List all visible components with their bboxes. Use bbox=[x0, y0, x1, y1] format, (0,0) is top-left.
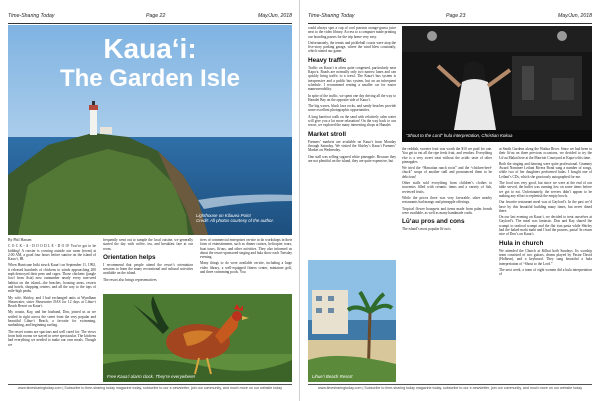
issue-date: May/Jun, 2018 bbox=[557, 13, 592, 19]
paragraph: When Hurricane Iniki struck Kaua‘i on September 11, 1992, it released hundreds of chickens to winds approaching 200 mph destroyed their pens and cages. Those chickens (jungle fowl from Asia) now outnumber nearly every non-seed habitat on the island—the beaches, housing areas, resorts and hotels, shopping centers, and all the way to the tops of mile-high peaks. bbox=[8, 263, 96, 294]
page-footer: www.timesharingtoday.com | Subscribe to time-sharing today magazine today, subscribe to our e-newsletter, join our community, and much more on our website today bbox=[18, 386, 282, 390]
article-column-2 bbox=[103, 238, 193, 292]
paragraph: The food was very good, but since we were at the end of our table served, the buffet was running low on some items before we got to eat. Unfortunately, the servers didn’t appear to be making any effort to replenish the empty bowls. bbox=[499, 181, 592, 198]
paragraph: While the prices there was very favorable, other nearby restaurants had mango and pineapple offerings. bbox=[402, 195, 492, 205]
paragraph: I recommend that people attend the resort’s orientation sessions to learn the many recreational and cultural activities available on the island. bbox=[103, 262, 193, 276]
article-column-1 bbox=[308, 26, 396, 258]
photo-caption bbox=[196, 213, 274, 223]
footer-rule bbox=[8, 384, 292, 385]
paragraph: Unfortunately, the tennis and pickleball courts were atop the five-story parking garage, where the wind blew constantly, which ruined our game. bbox=[308, 40, 396, 54]
paragraph: My wife, Shirley, and I had exchanged units at Wyndham Shearwater, sister Shearwater DAS for 12 days at Lihue‘i Beach Resort on Kaua‘i. bbox=[8, 295, 96, 309]
rooster-icon bbox=[103, 294, 292, 382]
article-subtitle: The Garden Isle bbox=[59, 65, 241, 92]
paragraph: Farmers’ markets are available on Kaua‘i from Monday through Saturday. We visited the Shirley’s Kaua‘i Farmers’ Market on Wednesday. bbox=[308, 139, 396, 153]
paragraph: A long barefoot walk on the sand with relatively calm water will give you a lot more relaxation! On the way back to our resort, we explored the many interesting shops at Hanalei. bbox=[308, 114, 396, 128]
paragraph: the reddish, sweeter fruit was worth the $10 we paid for one. You get to eat all the ripe fresh fruit, and vendors. Everything else is a very sweet treat without the acidic taste of other pineapples. bbox=[402, 147, 492, 164]
paragraph: One stall was selling sugared white pineapple. Because they are not plentiful on the island, they are quite expensive, but bbox=[308, 154, 396, 163]
right-page bbox=[300, 0, 600, 401]
issue-date: May/Jun, 2018 bbox=[257, 13, 292, 19]
article-column-3 bbox=[200, 238, 292, 292]
resort-beach-icon bbox=[308, 260, 396, 382]
paragraph: We tried the “Hawaiian ranch roots” and the “chicken-beef-chuck” soups of another stall and pronounced them to be delicious! bbox=[402, 166, 492, 179]
resort-beach-photo bbox=[308, 260, 396, 382]
paragraph: Tropical flower bouquets and items made from palm fronds were available, as well as many handmade crafts. bbox=[402, 206, 492, 215]
paragraph: Many things to do were available on-site, including a huge video library, a well-equipped fitness center, miniature golf, and three swimming pools. You bbox=[200, 261, 292, 275]
photo-caption: Lihue‘i Beach Resort bbox=[312, 374, 353, 379]
section-heading: Lū‘au pros and cons bbox=[402, 218, 465, 226]
section-heading: Hula in church bbox=[499, 239, 544, 247]
photo-caption: Free Kaua‘i alarm clock. They’re everywhere! bbox=[107, 374, 196, 379]
header-rule bbox=[308, 23, 592, 24]
paragraph: frequently went out to sample the local cuisine, we generally started the day with coffee, tea, and breakfast fare at our room. bbox=[103, 238, 193, 251]
paragraph: Both the singing and dancing were quite professional. Grammy Award Nominee Leilani Rivera Bond sang a number of songs, while two of her daughters performed hulas. I bought one of Leilani’s CDs, which she graciously autographed for me. bbox=[499, 161, 592, 179]
caption-credit: Credit: All photos courtesy of the author. bbox=[196, 218, 275, 223]
stage-performer-photo bbox=[402, 26, 592, 142]
paragraph: at Smith Gardens along the Wailua River. Since we had been to their lū‘au on three previous occasions, we decided to try the Lū‘au Makai here at the Marriott Courtyard at Kapa‘a this time. bbox=[499, 147, 592, 160]
paragraph: Other stalls sold everything from children’s clothes to souvenirs filled with ceramic items and a variety of fish, reviewed fruits. bbox=[402, 181, 492, 194]
paragraph: The big waves, black lava rocks, and sandy beaches provide some excellent photographic opportunities. bbox=[308, 104, 396, 113]
paragraph: The island’s most popular lū‘au is bbox=[402, 227, 451, 232]
section-heading: Market stroll bbox=[308, 130, 347, 138]
page-footer: www.timesharingtoday.com | Subscribe to time-sharing today magazine today, subscribe to our e-newsletter, join our community, and much more on our website today bbox=[318, 386, 582, 390]
section-heading: Orientation helps bbox=[103, 253, 156, 261]
article-column-3 bbox=[499, 147, 592, 382]
paragraph: The resort also brings representatives bbox=[103, 277, 157, 282]
paragraph: could always spot a cup of cool passion orange-guava juice next to the video library. Access to a computer made printing our boarding passes for the trip home very easy. bbox=[308, 26, 396, 39]
section-heading: Heavy traffic bbox=[308, 56, 347, 64]
paragraph: We attended the Church at Kilbai both Sundays. Its worship team consisted of two guitars, drums played by Pastor David (Holbern), and a keyboard. They sang beautiful a hula interpretation of “Shout to the Lord.” bbox=[499, 248, 592, 266]
paragraph: My cousin, Kay, and her husband, Don, joined us as we settled in right across the street from the very popular and beautiful Lihue‘i Beach, a favorite for swimming, sunbathing, and beginning surfing. bbox=[8, 310, 96, 328]
header-rule bbox=[8, 23, 292, 24]
paragraph: The next week, a team of eight women did a hula interpretation of bbox=[499, 267, 592, 277]
stage-performer-icon bbox=[402, 26, 592, 142]
paragraph: C O C K - A - D O O D L E - D O O! You’ve got to be kidding! A rooster is crowing outside our room (room) at 2:00 AM, a good four hours before sunrise on the island of Kaua‘i, HI. bbox=[8, 244, 96, 262]
page-header bbox=[308, 13, 592, 22]
footer-rule bbox=[308, 384, 592, 385]
publication-name: Time-Sharing Today bbox=[308, 13, 355, 19]
paragraph: The resort rooms are spacious and well cared for. The views from both rooms we stayed in were spectacular. The kitchens had everything we needed to make our own meals. Though we bbox=[8, 329, 96, 347]
paragraph: Our favorite restaurant meal was at Gaylord’s. In the past we’d have by this beautiful building many times, but never dined there. bbox=[499, 200, 592, 213]
page-number: Page 22 bbox=[146, 13, 166, 19]
article-column-2 bbox=[402, 147, 492, 382]
paragraph: tives of commercial enterprises on-site to do workshops in their form of entertainment, such as dinner cruises, helicopter tours, boat tours, lū‘aus, and other activities. They also informed us about the resort-sponsored singing and hula show each Tuesday evening. bbox=[200, 238, 292, 260]
publication-name: Time-Sharing Today bbox=[8, 13, 55, 19]
lighthouse-cliff-photo bbox=[8, 25, 292, 235]
page-header bbox=[8, 13, 292, 22]
rooster-photo bbox=[103, 294, 292, 382]
article-column-1 bbox=[8, 238, 96, 382]
paragraph: On our last evening on Kaua‘i, we decided to treat ourselves at Gaylord’s. The meal was fantastic. Don and Kay shared the scampi to seafood scampi and the flat iron pasta while Shirley had the baked mahi mahi and I had the prawns, pasta! In return nice of Don’s on Kaua‘i. bbox=[499, 215, 592, 237]
byline: By Phil Hassen bbox=[8, 238, 32, 242]
paragraph: In spite of the traffic, we spent one day driving all the way to Hanalei Bay on the opposite side of Kaua‘i. bbox=[308, 93, 396, 102]
paragraph: Traffic on Kaua‘i is often quite congested, particularly near Kapa‘a. Roads are normally only two narrow lanes and can quickly bring traffic to a crawl. The Kaua‘i bus system is inexpensive and a public bus system, but on an infrequent schedule. I recommend renting a smaller car for easier maneuverability. bbox=[308, 65, 396, 92]
article-title: Kaua‘i: bbox=[103, 33, 197, 64]
page-number: Page 23 bbox=[446, 13, 466, 19]
caption-line: Lighthouse on Kilauea Point bbox=[196, 213, 251, 218]
photo-caption: “Shout to the Lord” hula interpretation, Christian Kokua bbox=[406, 133, 513, 138]
